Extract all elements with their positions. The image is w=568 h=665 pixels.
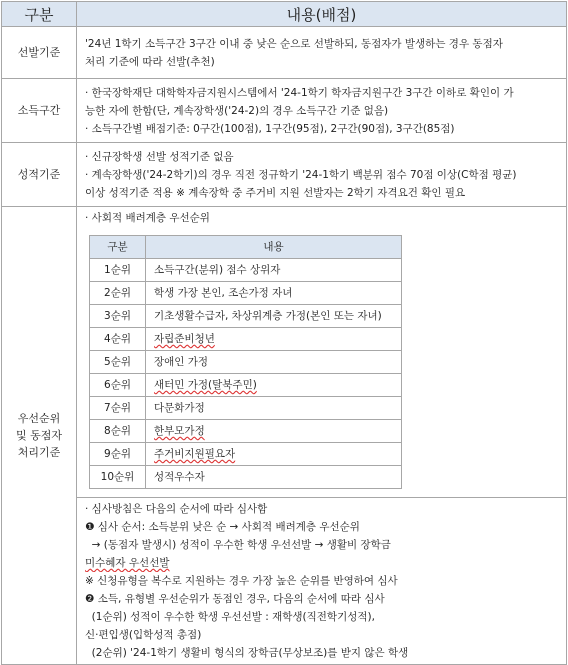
- priority-header-rank: 구분: [90, 236, 146, 259]
- priority-rank: 5순위: [90, 351, 146, 374]
- priority-content: 다문화가정: [146, 397, 402, 420]
- text-line: (2순위) '24-1학기 생활비 형식의 장학금(무상보조)를 받지 않은 학생: [85, 647, 409, 659]
- text-span: 미수혜자 우선선발: [85, 557, 170, 569]
- text-line: ❷ 소득, 유형별 우선순위가 동점인 경우, 다음의 순서에 따라 심사: [85, 593, 385, 605]
- label-line: 우선순위: [17, 412, 61, 425]
- table-row: [90, 282, 402, 305]
- priority-content: 성적우수자: [146, 466, 402, 489]
- row-review-method: [2, 498, 567, 665]
- text-line: · 소득구간별 배점기준: 0구간(100점), 1구간(95점), 2구간(90점), 3구간(85점): [85, 122, 455, 135]
- text-line: · 계속장학생('24-2학기)의 경우 직전 정규학기 '24-1학기 백분위 점수 70점 이상(C학점 평균): [85, 168, 517, 181]
- priority-subtable-wrapper: [89, 235, 566, 489]
- header-category: 구분: [2, 2, 77, 27]
- table-row: [90, 443, 402, 466]
- priority-content-text: 새터민 가정(탈북주민): [154, 379, 257, 391]
- label-line: 처리기준: [17, 446, 61, 459]
- row-income-bracket: [2, 79, 567, 143]
- priority-content: [146, 328, 402, 351]
- priority-rank: 4순위: [90, 328, 146, 351]
- text-line: · 한국장학재단 대학학자금지원시스템에서 '24-1학기 학자금지원구간 3구간 이하로 확인이 가: [85, 86, 514, 99]
- priority-rank: 9순위: [90, 443, 146, 466]
- row-content-income: [77, 79, 567, 143]
- table-row: [90, 397, 402, 420]
- priority-intro: · 사회적 배려계층 우선순위: [85, 212, 210, 224]
- text-line: 신·편입생(입학성적 총점): [85, 629, 202, 641]
- table-row: [90, 420, 402, 443]
- row-grade-criteria: [2, 143, 567, 207]
- row-label-grade: 성적기준: [2, 143, 77, 207]
- text-line: ❶ 심사 순서: 소득분위 낮은 순 → 사회적 배려계층 우선순위: [85, 521, 360, 533]
- text-line: ※ 신청유형을 복수로 지원하는 경우 가장 높은 순위를 반영하여 심사: [85, 575, 398, 587]
- priority-rank: 7순위: [90, 397, 146, 420]
- text-line: '24년 1학기 소득구간 3구간 이내 중 낮은 순으로 선발하되, 동점자가 발생하는 경우 동점자: [85, 37, 503, 50]
- text-line: · 심사방침은 다음의 순서에 따라 심사함: [85, 503, 268, 515]
- table-row: [90, 328, 402, 351]
- table-row: [90, 259, 402, 282]
- priority-rank: 3순위: [90, 305, 146, 328]
- priority-content: [146, 420, 402, 443]
- row-priority-criteria: [2, 207, 567, 498]
- priority-rank: 1순위: [90, 259, 146, 282]
- table-header-row: [2, 2, 567, 27]
- text-line: (1순위) 성적이 우수한 학생 우선선발 : 재학생(직전학기성적),: [85, 611, 375, 623]
- priority-rank: 10순위: [90, 466, 146, 489]
- table-row: [90, 305, 402, 328]
- row-content-selection: [77, 27, 567, 79]
- text-line: → (동점자 발생시) 성적이 우수한 학생 우선선발 → 생활비 장학금: [85, 539, 391, 551]
- priority-content: [146, 374, 402, 397]
- row-content-priority: [77, 207, 567, 498]
- scholarship-criteria-table-wrapper: [1, 1, 566, 665]
- priority-table-header: [90, 236, 402, 259]
- text-line: · 신규장학생 선발 성적기준 없음: [85, 150, 234, 163]
- text-line: 이상 성적기준 적용 ※ 계속장학 중 주거비 지원 선발자는 2학기 자격요건 확인 필요: [85, 186, 466, 199]
- row-label-income: 소득구간: [2, 79, 77, 143]
- priority-content-text: 주거비지원필요자: [154, 448, 236, 460]
- priority-content: 소득구간(분위) 점수 상위자: [146, 259, 402, 282]
- priority-header-content: 내용: [146, 236, 402, 259]
- table-row: [90, 466, 402, 489]
- priority-ranking-table: [89, 235, 402, 489]
- label-line: 및 동점자: [15, 429, 62, 442]
- priority-content: 장애인 가정: [146, 351, 402, 374]
- priority-content: [146, 443, 402, 466]
- row-label-selection: 선발기준: [2, 27, 77, 79]
- priority-content-text: 자립준비청년: [154, 333, 215, 345]
- row-label-priority: [2, 207, 77, 665]
- row-content-grade: [77, 143, 567, 207]
- priority-content-text: 한부모가정: [154, 425, 205, 437]
- text-line: 능한 자에 한함(단, 계속장학생('24-2)의 경우 소득구간 기준 없음): [85, 104, 389, 117]
- priority-rank: 8순위: [90, 420, 146, 443]
- header-content: 내용(배점): [77, 2, 567, 27]
- table-row: [90, 351, 402, 374]
- text-line: [85, 554, 560, 572]
- priority-content: 학생 가장 본인, 조손가정 자녀: [146, 282, 402, 305]
- text-line: 처리 기준에 따라 선발(추천): [85, 55, 215, 68]
- row-content-review: [77, 498, 567, 665]
- priority-rank: 6순위: [90, 374, 146, 397]
- table-row: [90, 374, 402, 397]
- priority-rank: 2순위: [90, 282, 146, 305]
- scholarship-criteria-table: [1, 1, 567, 665]
- row-selection-criteria: [2, 27, 567, 79]
- priority-content: 기초생활수급자, 차상위계층 가정(본인 또는 자녀): [146, 305, 402, 328]
